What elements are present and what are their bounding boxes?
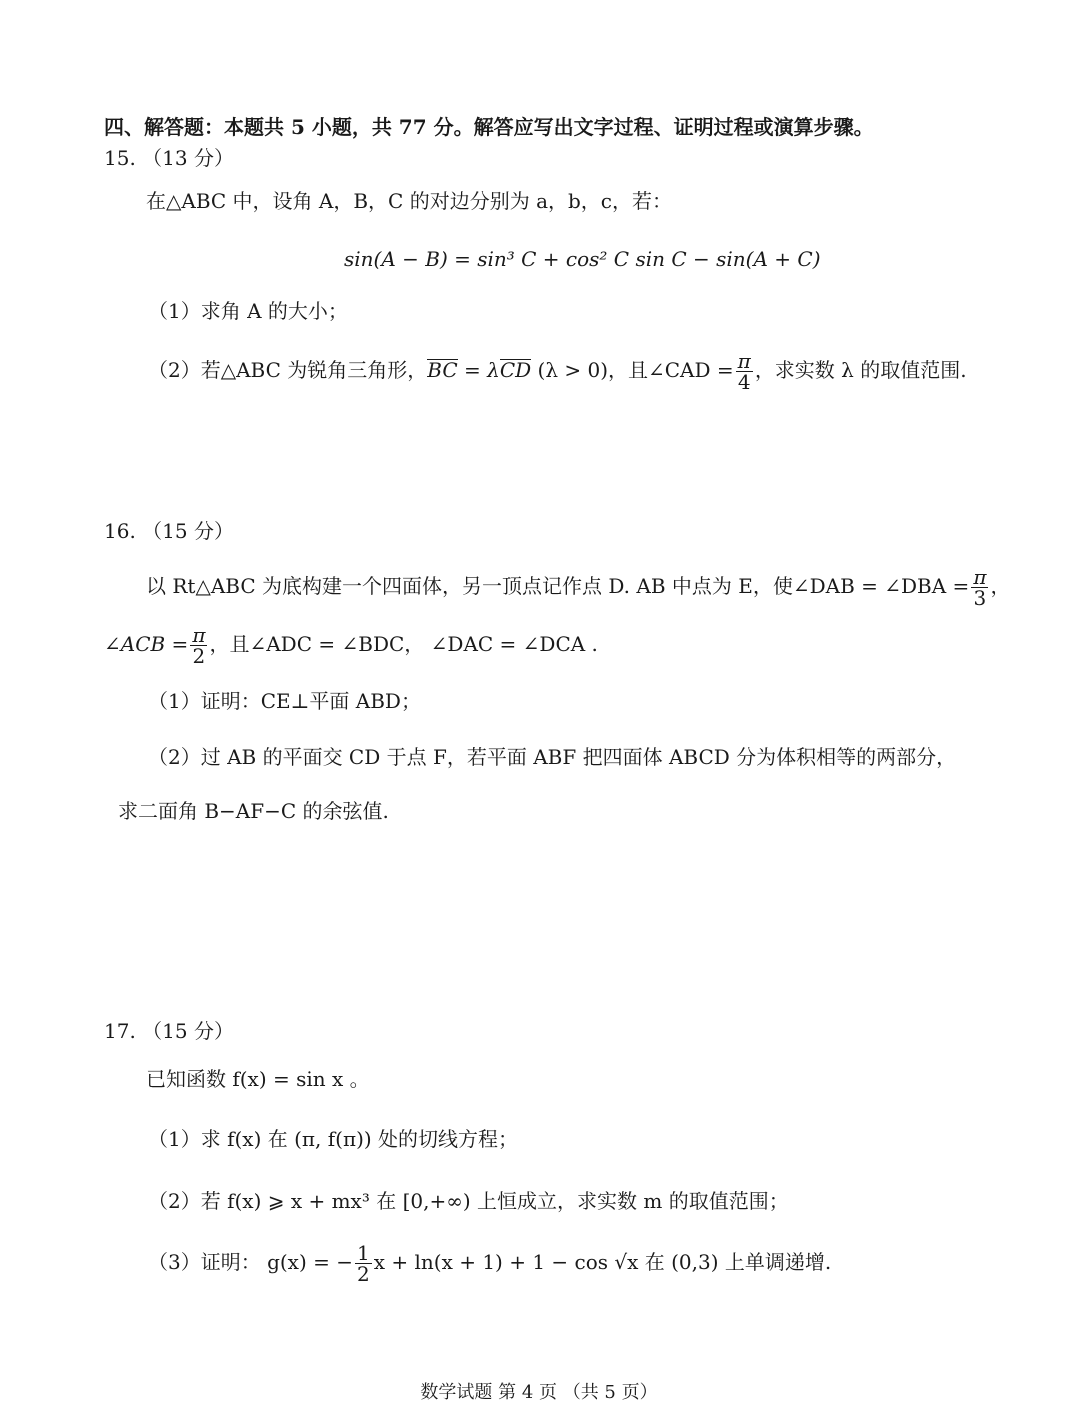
- q15-part2-text-a: （2）若△ABC 为锐角三角形，: [148, 358, 428, 382]
- fraction-numerator: π: [737, 349, 751, 373]
- fraction-denominator: 3: [973, 586, 987, 610]
- q17-part3-text-b: x + ln(x + 1) + 1 − cos √x 在 (0,3) 上单调递增.: [373, 1250, 832, 1274]
- q16-line2-text-a: ∠ACB =: [104, 632, 189, 656]
- q17-part1: （1）求 f(x) 在 (π, f(π)) 处的切线方程；: [148, 1127, 519, 1151]
- q17-part3-text-a: （3）证明： g(x) = −: [148, 1250, 353, 1274]
- fraction-numerator: π: [192, 623, 206, 647]
- q16-line1-text: 以 Rt△ABC 为底构建一个四面体，另一顶点记作点 D. AB 中点为 E，使∠DAB = ∠DBA =: [146, 574, 970, 598]
- q15-part2: [148, 348, 967, 392]
- q15-stem: 在△ABC 中，设角 A，B，C 的对边分别为 a，b，c，若：: [146, 189, 672, 213]
- fraction-pi-over-3: [971, 567, 988, 608]
- fraction-pi-over-4: [736, 351, 753, 392]
- q16-line2-text-b: ，且∠ADC = ∠BDC， ∠DAC = ∠DCA .: [209, 632, 598, 656]
- q17-part2: （2）若 f(x) ⩾ x + mx³ 在 [0,+∞) 上恒成立，求实数 m 的取值范围；: [148, 1189, 789, 1213]
- q16-number: 16. （15 分）: [104, 519, 234, 543]
- fraction-denominator: 2: [192, 644, 206, 668]
- vector-bc: BC: [427, 358, 458, 382]
- fraction-denominator: 2: [357, 1262, 370, 1286]
- q15-part1: （1）求角 A 的大小；: [148, 299, 348, 323]
- q16-part1: （1）证明：CE⊥平面 ABD；: [148, 689, 421, 713]
- q16-line1: [146, 564, 1010, 608]
- q15-number: 15. （13 分）: [104, 146, 234, 170]
- page-footer: 数学试题 第 4 页 （共 5 页）: [420, 1382, 658, 1403]
- q17-number: 17. （15 分）: [104, 1019, 234, 1043]
- q16-part2-line1: （2）过 AB 的平面交 CD 于点 F，若平面 ABF 把四面体 ABCD 分为体积相等的两部分，: [148, 745, 957, 769]
- section-header: 四、解答题：本题共 5 小题，共 77 分。解答应写出文字过程、证明过程或演算步骤。: [104, 115, 874, 139]
- vector-cd: CD: [499, 358, 532, 382]
- fraction-numerator: π: [973, 565, 987, 589]
- q17-part3: [148, 1240, 831, 1284]
- q16-part2-line2: 求二面角 B−AF−C 的余弦值.: [118, 799, 389, 823]
- q15-equation: sin(A − B) = sin³ C + cos² C sin C − sin(A + C): [344, 247, 821, 271]
- fraction-one-half: [355, 1243, 372, 1284]
- q17-stem: 已知函数 f(x) = sin x 。: [146, 1067, 370, 1091]
- fraction-numerator: 1: [357, 1241, 370, 1265]
- q15-part2-text-c: ，求实数 λ 的取值范围.: [754, 358, 967, 382]
- q16-line2: [104, 622, 598, 666]
- fraction-pi-over-2: [190, 625, 207, 666]
- q16-line1-end: ，: [990, 574, 1011, 598]
- q15-part2-text-b: (λ > 0)，且∠CAD =: [531, 358, 734, 382]
- fraction-denominator: 4: [737, 370, 751, 394]
- q15-part2-eq: = λ: [457, 358, 500, 382]
